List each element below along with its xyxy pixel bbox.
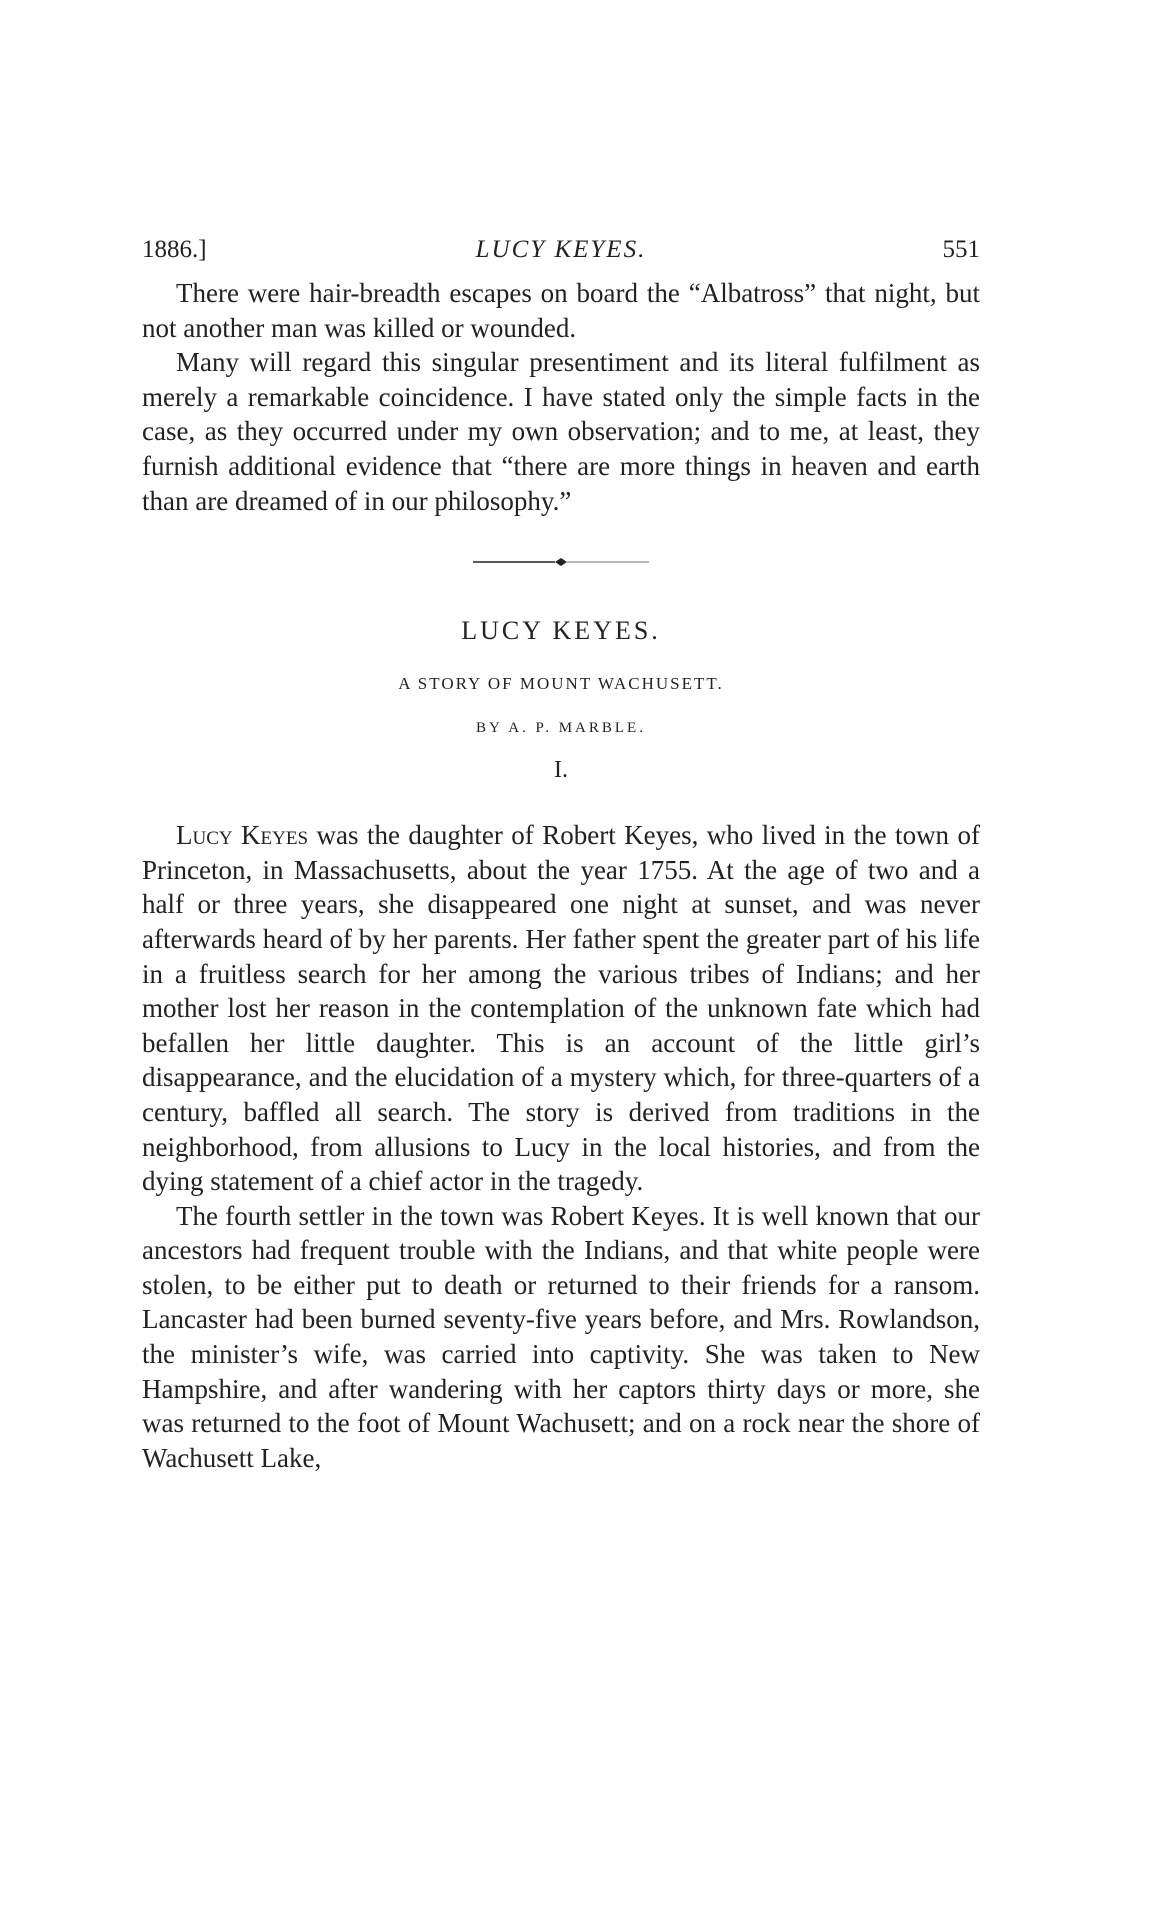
story-byline: BY A. P. MARBLE. [476, 720, 646, 737]
running-head-title: LUCY KEYES. [475, 236, 647, 263]
story-subtitle: A STORY OF MOUNT WACHUSETT. [398, 674, 724, 694]
chapter-number: I. [554, 757, 568, 784]
book-page [142, 236, 980, 1475]
story-title: LUCY KEYES. [461, 616, 661, 646]
section-divider [471, 552, 651, 572]
running-head [142, 236, 980, 276]
chapter-body [142, 818, 980, 1475]
prior-article-paragraph: There were hair-breadth escapes on board the “Albatross” that night, but not another man was killed or wounded. [142, 278, 980, 343]
running-head-year: 1886.] [142, 236, 207, 263]
opening-smallcaps: Lucy Keyes [176, 820, 309, 851]
story-paragraph: The fourth settler in the town was Robert Keyes. It is well known that our ancestors had frequent trouble with the Indians, and that white people were stolen, to be either put to death or returned to their friends for a ransom. Lancaster had been burned seventy-five years before, and Mrs. Rowlandson, the minister’s wife, was carried into captivity. She was taken to New Hampshire, and after wandering with her captors thirty days or more, she was returned to the foot of Mount Wachusett; and on a rock near the shore of Wachusett Lake, [142, 1200, 980, 1473]
story-paragraph [142, 818, 980, 1199]
page-number: 551 [942, 236, 980, 263]
prior-article-paragraph: Many will regard this singular presentiment and its literal fulfilment as merely a remarkable coincidence. I have stated only the simple facts in the case, as they occurred under my own observation; and to me, at least, they furnish additional evidence that “there are more things in heaven and earth than are dreamed of in our philosophy.” [142, 347, 980, 516]
story-paragraph-text: was the daughter of Robert Keyes, who lived in the town of Princeton, in Massachusetts, about the year 1755. At the age of two and a half or three years, she disappeared one night at sunset, and was never afterwards heard of by her parents. Her father spent the greater part of his life in a fruitless search for her among the various tribes of Indians; and her mother lost her reason in the contemplation of the unknown fate which had befallen her little daughter. This is an account of the little girl’s disappearance, and the elucidation of a mystery which, for three-quarters of a century, baffled all search. The story is derived from traditions in the neighborhood, from allusions to Lucy in the local histories, and from the dying statement of a chief actor in the tragedy. [142, 820, 980, 1197]
